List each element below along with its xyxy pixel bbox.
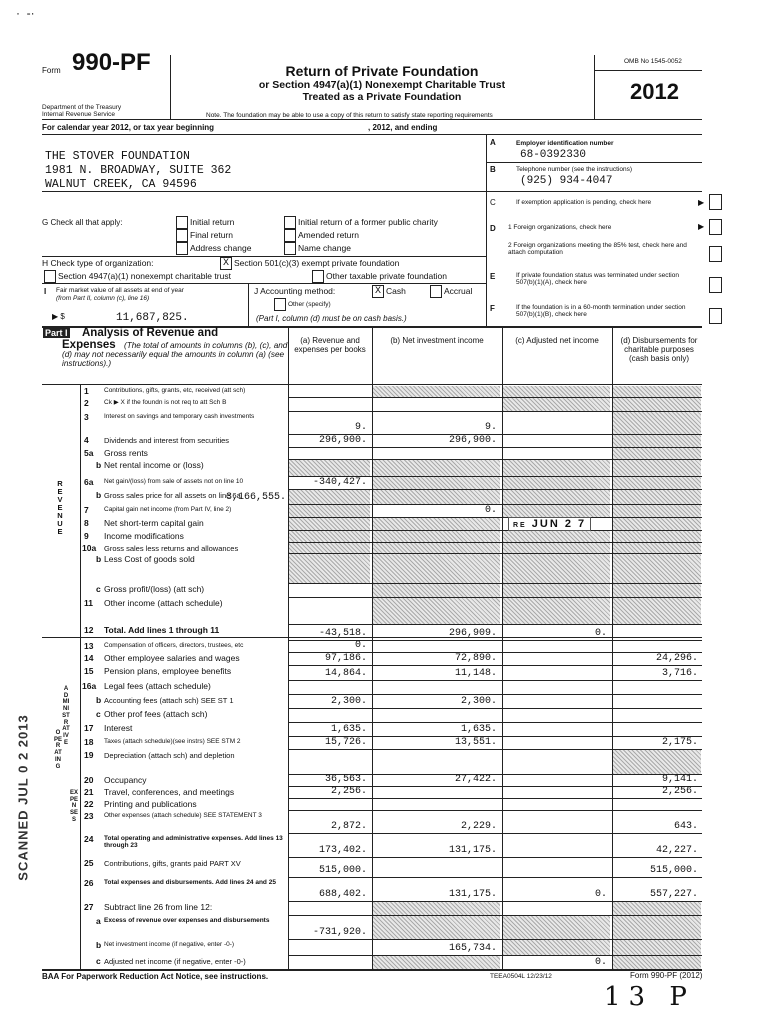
shaded-cell: [613, 386, 701, 397]
row-rule: [288, 810, 702, 811]
shaded-cell: [373, 460, 500, 476]
row-rule: [288, 680, 702, 681]
line-number: 8: [84, 518, 89, 528]
line-label: Other prof fees (attach sch): [104, 710, 208, 719]
label-501c3: Section 501(c)(3) exempt private foundation: [234, 258, 400, 268]
cell-col-d: 3,716.: [661, 668, 698, 679]
line-label: Compensation of officers, directors, trustees, etc: [104, 642, 244, 649]
line-number: 5a: [84, 448, 94, 458]
line-number: b: [96, 940, 102, 950]
cell-col-a: 14,864.: [324, 668, 367, 679]
checkbox-accrual[interactable]: [430, 285, 442, 298]
row-rule: [288, 877, 702, 878]
cell-col-c: 0.: [594, 889, 607, 900]
shaded-cell: [613, 531, 701, 542]
shaded-cell: [613, 554, 701, 583]
line-label: Gross profit/(loss) (att sch): [104, 585, 205, 594]
top-mark: · -·: [16, 6, 35, 20]
gross-sales-inline-value: 3,166,555.: [225, 492, 286, 503]
shaded-cell: [289, 460, 370, 476]
cell-col-d: 2,175.: [661, 737, 698, 748]
line-number: 18: [84, 737, 94, 747]
shaded-cell: [503, 554, 610, 583]
line-label: Travel, conferences, and meetings: [104, 788, 235, 797]
shaded-cell: [613, 902, 701, 915]
label-amended-return: Amended return: [298, 230, 359, 240]
shaded-cell: [613, 490, 701, 504]
line-label: Ck ▶ X if the foundn is not req to att Sch B: [104, 399, 227, 406]
line-label: Gross sales less returns and allowances: [104, 544, 239, 553]
line-number: 25: [84, 858, 94, 868]
line-number: a: [96, 916, 101, 926]
row-rule: [288, 694, 702, 695]
section-j-label: J Accounting method:: [254, 286, 336, 296]
fmv-dollar: ▶ $: [52, 312, 65, 321]
line-number: c: [96, 584, 101, 594]
form-subtitle-1: or Section 4947(a)(1) Nonexempt Charitable Trust: [258, 79, 506, 91]
shaded-cell: [613, 940, 701, 955]
cell-col-a: -340,427.: [312, 477, 367, 488]
cell-col-a: 2,872.: [330, 821, 367, 832]
cell-col-b: 131,175.: [448, 845, 497, 856]
shaded-cell: [613, 584, 701, 597]
cell-col-a: 97,186.: [324, 653, 367, 664]
col-d-header: (d) Disbursements for charitable purposes (cash basis only): [620, 336, 698, 363]
line-label: Depreciation (attach sch) and depletion: [104, 751, 235, 760]
org-city: WALNUT CREEK, CA 94596: [45, 178, 197, 191]
line-number: 27: [84, 902, 94, 912]
shaded-cell: [289, 543, 370, 553]
checkbox-initial-return[interactable]: [176, 216, 188, 229]
line-label: Legal fees (attach schedule): [104, 682, 211, 691]
box-e-text: If private foundation status was terminated under section 507(b)(1)(A), check here: [516, 272, 679, 286]
shaded-cell: [503, 584, 610, 597]
shaded-cell: [373, 531, 500, 542]
line-label: Less Cost of goods sold: [104, 555, 195, 564]
box-f-letter: F: [490, 304, 495, 313]
line-number: 17: [84, 723, 94, 733]
line-label: Net investment income (if negative, enter -0-): [104, 941, 235, 948]
cell-col-a: 0.: [354, 640, 367, 651]
label-initial-return: Initial return: [190, 217, 235, 227]
checkbox-cash[interactable]: X: [372, 285, 384, 298]
calendar-year-mid: , 2012, and ending: [368, 123, 438, 132]
shaded-cell: [613, 460, 701, 476]
operating-side-label: OPERATING: [54, 730, 63, 770]
shaded-cell: [503, 916, 610, 939]
label-address-change: Address change: [190, 243, 252, 253]
cell-col-b: 296,909.: [448, 628, 497, 639]
shaded-cell: [613, 750, 701, 774]
cell-col-a: 36,563.: [324, 774, 367, 785]
line-number: 14: [84, 653, 94, 663]
label-4947: Section 4947(a)(1) nonexempt charitable trust: [58, 271, 231, 281]
line-number: 7: [84, 505, 89, 515]
label-final-return: Final return: [190, 230, 233, 240]
part-i-heading-2: Expenses: [62, 339, 116, 351]
line-label: Interest on savings and temporary cash investments: [104, 413, 255, 420]
section-i-text-1: Fair market value of all assets at end of year: [56, 287, 184, 294]
shaded-cell: [613, 598, 701, 624]
label-other-method: Other (specify): [288, 301, 331, 308]
cell-col-c: 0.: [594, 628, 607, 639]
shaded-cell: [503, 460, 610, 476]
line-number: 21: [84, 787, 94, 797]
line-label: Adjusted net income (if negative, enter -0-): [104, 957, 246, 966]
ein-value: 68-0392330: [520, 149, 587, 161]
line-number: b: [96, 554, 102, 564]
line-number: 9: [84, 531, 89, 541]
checkbox-other-taxable[interactable]: [312, 270, 324, 283]
checkbox-final-return[interactable]: [176, 229, 188, 242]
line-number: 24: [84, 834, 94, 844]
shaded-cell: [503, 490, 610, 504]
cell-col-b: 9.: [484, 422, 497, 433]
line-label: Gross sales price for all assets on line 6a: [104, 491, 241, 500]
line-number: 3: [84, 412, 89, 422]
checkbox-4947[interactable]: [44, 270, 56, 283]
revenue-side-label: REVENUE: [57, 479, 63, 536]
shaded-cell: [503, 477, 610, 489]
tax-year: 2012: [630, 79, 679, 104]
line-label: Dividends and interest from securities: [104, 436, 230, 445]
received-prefix: RE: [513, 522, 527, 529]
line-number: 4: [84, 435, 89, 445]
line-number: 13: [84, 641, 94, 651]
shaded-cell: [613, 448, 701, 459]
cell-col-a: 2,300.: [330, 696, 367, 707]
cell-col-a: 173,402.: [318, 845, 367, 856]
section-i-text-2: (from Part II, column (c), line 16): [56, 295, 150, 302]
shaded-cell: [373, 598, 500, 624]
row-rule: [288, 722, 702, 723]
ein-label: Employer identification number: [516, 140, 614, 147]
cell-col-c: 0.: [594, 957, 607, 968]
line-number: 10a: [82, 543, 97, 553]
box-d1-text: 1 Foreign organizations, check here: [508, 224, 612, 231]
line-label: Net rental income or (loss): [104, 461, 204, 470]
label-cash: Cash: [386, 286, 406, 296]
shaded-cell: [613, 477, 701, 489]
shaded-cell: [373, 584, 500, 597]
cell-col-b: 11,148.: [454, 668, 497, 679]
fmv-value: 11,687,825.: [116, 312, 189, 324]
line-label: Other income (attach schedule): [104, 599, 223, 608]
cell-col-a: -731,920.: [312, 927, 367, 938]
shaded-cell: [613, 505, 701, 517]
phone-value: (925) 934-4047: [520, 175, 613, 187]
omb-number: OMB No 1545-0052: [624, 58, 682, 65]
cell-col-a: 15,726.: [324, 737, 367, 748]
shaded-cell: [503, 531, 610, 542]
section-i-letter: I: [44, 287, 47, 296]
arrow-c: ▶: [698, 198, 705, 207]
shaded-cell: [613, 543, 701, 553]
line-number: 16a: [82, 681, 97, 691]
line-label: Interest: [104, 724, 133, 733]
line-number: 26: [84, 878, 94, 888]
col-b-header: (b) Net investment income: [390, 336, 484, 345]
row-rule: [288, 857, 702, 858]
cell-col-b: 1,635.: [460, 724, 497, 735]
shaded-cell: [373, 490, 500, 504]
shaded-cell: [289, 531, 370, 542]
box-b-letter: B: [490, 165, 496, 174]
dept-line-1: Department of the Treasury: [42, 104, 122, 111]
footer-form: Form 990-PF (2012): [630, 971, 703, 980]
line-number: 1: [84, 386, 89, 396]
line-number: 15: [84, 666, 94, 676]
checkbox-former-public-charity[interactable]: [284, 216, 296, 229]
box-d2-text: 2 Foreign organizations meeting the 85% test, check here and attach computation: [508, 242, 687, 256]
line-number: 12: [84, 625, 94, 635]
cash-basis-note: (Part I, column (d) must be on cash basis.): [256, 314, 407, 323]
shaded-cell: [613, 518, 701, 530]
scanned-stamp: SCANNED JUL 0 2 2013: [15, 714, 31, 881]
line-label: Other employee salaries and wages: [104, 654, 240, 663]
line-label: Capital gain net income (from Part IV, line 2): [104, 506, 232, 513]
section-h-label: H Check type of organization:: [42, 258, 154, 268]
cell-col-b: 27,422.: [454, 774, 497, 785]
form-note: Note. The foundation may be able to use a copy of this return to satisfy state reporting requirements: [206, 112, 493, 119]
part-i-heading-1: Analysis of Revenue and: [82, 327, 219, 339]
shaded-cell: [613, 412, 701, 434]
line-number: c: [96, 956, 101, 966]
form-word: Form: [42, 66, 61, 75]
line-number: 20: [84, 775, 94, 785]
shaded-cell: [503, 505, 610, 517]
arrow-d1: ▶: [698, 222, 705, 231]
shaded-cell: [373, 902, 500, 915]
shaded-cell: [373, 956, 500, 969]
checkbox-e[interactable]: [709, 277, 722, 293]
received-stamp: [508, 517, 591, 531]
cell-col-d: 515,000.: [649, 865, 698, 876]
checkbox-amended-return[interactable]: [284, 229, 296, 242]
line-label: Total. Add lines 1 through 11: [104, 626, 220, 635]
line-label: Printing and publications: [104, 800, 197, 809]
cell-col-b: 13,551.: [454, 737, 497, 748]
checkbox-name-change[interactable]: [284, 242, 296, 255]
part-i-tag: Part I: [45, 328, 68, 338]
cell-col-b: 0.: [484, 505, 497, 516]
form-title: Return of Private Foundation: [285, 63, 479, 79]
org-name: THE STOVER FOUNDATION: [45, 150, 190, 163]
row-rule: [288, 708, 702, 709]
shaded-cell: [503, 386, 610, 397]
shaded-cell: [503, 598, 610, 624]
label-former-public-charity: Initial return of a former public charity: [298, 217, 438, 227]
cell-col-d: 643.: [673, 821, 698, 832]
line-label: Excess of revenue over expenses and disbursements: [104, 917, 270, 924]
line-label: Gross rents: [104, 449, 148, 458]
row-rule: [288, 833, 702, 834]
shaded-cell: [613, 956, 701, 969]
expenses-side-label: EXPENSES: [70, 790, 79, 823]
checkbox-c[interactable]: [709, 194, 722, 210]
shaded-cell: [503, 398, 610, 411]
checkbox-address-change[interactable]: [176, 242, 188, 255]
cell-col-d: 42,227.: [655, 845, 698, 856]
phone-label: Telephone number (see the instructions): [516, 166, 632, 173]
line-label: Subtract line 26 from line 12:: [104, 903, 213, 912]
line-label: Contributions, gifts, grants, etc, received (att sch): [104, 387, 246, 394]
footer-code: TEEA0504L 12/23/12: [490, 973, 552, 980]
line-label: Net gain/(loss) from sale of assets not on line 10: [104, 478, 244, 485]
line-number: b: [96, 695, 102, 705]
shaded-cell: [289, 554, 370, 583]
shaded-cell: [373, 554, 500, 583]
box-c-text: If exemption application is pending, check here: [516, 199, 652, 206]
line-label: Taxes (attach schedule)(see instrs) SEE STM 2: [104, 738, 241, 745]
cell-col-d: 2,256.: [661, 786, 698, 797]
col-a-header: (a) Revenue and expenses per books: [294, 336, 366, 354]
cell-col-d: 557,227.: [649, 889, 698, 900]
line-label: Net short-term capital gain: [104, 519, 204, 528]
form-number: 990-PF: [72, 49, 151, 76]
checkbox-d1[interactable]: [709, 219, 722, 235]
shaded-cell: [373, 518, 500, 530]
cell-col-b: 2,300.: [460, 696, 497, 707]
line-label: Income modifications: [104, 532, 184, 541]
cell-col-a: 2,256.: [330, 786, 367, 797]
checkbox-f[interactable]: [709, 308, 722, 324]
checkbox-other-method[interactable]: [274, 298, 286, 311]
cell-col-a: -43,518.: [318, 628, 367, 639]
line-number: 6a: [84, 477, 94, 487]
line-number: 19: [84, 750, 94, 760]
cell-col-a: 688,402.: [318, 889, 367, 900]
box-d-letter: D: [490, 224, 496, 233]
line-number: 2: [84, 398, 89, 408]
shaded-cell: [289, 518, 370, 530]
handwritten-mark: 13 P: [604, 982, 695, 1012]
line-label: Occupancy: [104, 776, 147, 785]
shaded-cell: [503, 940, 610, 955]
calendar-year-line: For calendar year 2012, or tax year beginning: [42, 123, 215, 132]
line-label: Contributions, gifts, grants paid PART XV: [104, 859, 241, 868]
org-address: 1981 N. BROADWAY, SUITE 362: [45, 164, 232, 177]
line-number: 22: [84, 799, 94, 809]
part-i-heading-3: (The total of amounts in columns (b), (c), and (d) may not necessarily equal the amounts in column (a) (see instructions).): [62, 341, 288, 368]
box-c-letter: C: [490, 198, 496, 207]
shaded-cell: [373, 916, 500, 939]
shaded-cell: [613, 916, 701, 939]
form-subtitle-2: Treated as a Private Foundation: [302, 91, 462, 103]
cell-col-a: 296,900.: [318, 435, 367, 446]
cell-col-b: 72,890.: [454, 653, 497, 664]
row-rule: [288, 665, 702, 666]
cell-col-d: 24,296.: [655, 653, 698, 664]
dept-line-2: Internal Revenue Service: [42, 111, 115, 118]
line-label: Total expenses and disbursements. Add lines 24 and 25: [104, 879, 276, 886]
row-rule: [288, 624, 702, 625]
shaded-cell: [289, 505, 370, 517]
shaded-cell: [373, 386, 500, 397]
shaded-cell: [613, 398, 701, 411]
line-label: Other expenses (attach schedule) SEE STATEMENT 3: [104, 812, 262, 819]
box-f-text: If the foundation is in a 60-month termination under section 507(b)(1)(B), check here: [516, 304, 686, 318]
cell-col-a: 515,000.: [318, 865, 367, 876]
line-number: c: [96, 709, 101, 719]
label-other-taxable: Other taxable private foundation: [326, 271, 447, 281]
footer-baa: BAA For Paperwork Reduction Act Notice, see instructions.: [42, 972, 269, 981]
cell-col-b: 131,175.: [448, 889, 497, 900]
checkbox-d2[interactable]: [709, 246, 722, 262]
line-label: Total operating and administrative expenses. Add lines 13 through 23: [104, 835, 283, 849]
section-g-label: G Check all that apply:: [42, 218, 123, 227]
line-number: b: [96, 490, 102, 500]
shaded-cell: [503, 543, 610, 553]
box-a-letter: A: [490, 138, 496, 147]
shaded-cell: [373, 477, 500, 489]
shaded-cell: [613, 435, 701, 447]
cell-col-d: 9,141.: [661, 774, 698, 785]
label-name-change: Name change: [298, 243, 351, 253]
shaded-cell: [289, 490, 370, 504]
admin-side-label: ADMINISTRATIVE: [62, 686, 70, 746]
checkbox-501c3[interactable]: X: [220, 257, 232, 270]
line-number: 23: [84, 811, 94, 821]
cell-col-b: 165,734.: [448, 943, 497, 954]
cell-col-a: 9.: [354, 422, 367, 433]
line-number: 11: [84, 598, 93, 608]
cell-col-b: 2,229.: [460, 821, 497, 832]
cell-col-a: 1,635.: [330, 724, 367, 735]
line-label: Pension plans, employee benefits: [104, 667, 232, 676]
col-c-header: (c) Adjusted net income: [515, 336, 599, 345]
label-accrual: Accrual: [444, 286, 473, 296]
row-rule: [288, 798, 702, 799]
cell-col-b: 296,900.: [448, 435, 497, 446]
received-date: JUN 2 7: [531, 518, 587, 530]
line-number: b: [96, 460, 102, 470]
line-label: Accounting fees (attach sch) SEE ST 1: [104, 696, 234, 705]
box-e-letter: E: [490, 272, 496, 281]
shaded-cell: [373, 543, 500, 553]
